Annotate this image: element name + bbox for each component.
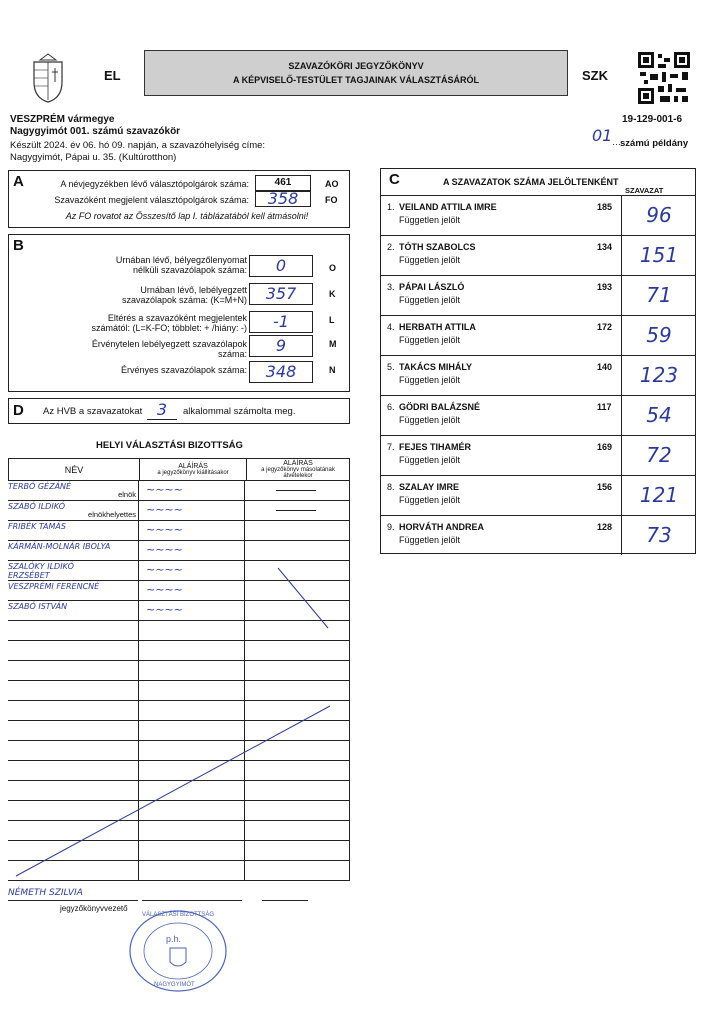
candidate-code: 172 [597,322,613,332]
member-role: elnök [118,490,136,499]
candidate-org: Független jelölt [399,335,461,345]
member-signature: ~~~~ [146,583,183,596]
candidate-code: 156 [597,482,613,492]
d-count: 3 [147,400,177,420]
section-c [380,168,696,554]
candidate-name: FEJES TIHAMÉR [399,442,472,452]
section-c-letter: C [389,171,400,188]
candidate-votes: 96 [621,196,696,235]
candidate-code: 128 [597,522,613,532]
col-sign1 [140,459,247,481]
candidate-org: Független jelölt [399,415,461,425]
doc-id: 19-129-001-6 [622,114,683,125]
b-row4-value: 9 [249,335,313,357]
candidate-name: TAKÁCS MIHÁLY [399,362,473,372]
b-row3-label: Eltérés a szavazóként megjelentek számától: (L=K-FO; többlet: + /hiány: -) [91,313,247,333]
committee-row [8,601,350,621]
member-name: SZABÓ ILDIKÓ [8,502,66,511]
committee-row [8,761,350,781]
committee-row [8,541,350,561]
candidate-code: 169 [597,442,613,452]
candidate-votes: 54 [621,396,696,435]
voters-appeared-label: Szavazóként megjelent választópolgárok száma: [54,195,249,205]
candidate-votes: 121 [621,476,696,515]
member-name: SZABÓ ISTVÁN [8,602,68,611]
candidate-votes: 72 [621,436,696,475]
committee-row [8,521,350,541]
b-row2-label: Urnában lévő, lebélyegzett szavazólapok száma: (K=M+N) [121,285,247,305]
committee-row [8,641,350,661]
candidate-code: 185 [597,202,613,212]
candidate-org: Független jelölt [399,375,461,385]
stamp-text-bottom: NAGYGYIMÓT [154,982,195,988]
d-text-after: alkalommal számolta meg. [183,406,296,417]
candidate-code: 193 [597,282,613,292]
qr-code [638,52,690,104]
candidate-row [381,235,695,275]
votes-header: SZAVAZAT [625,186,664,195]
b-row4-label: Érvénytelen lebélyegzett szavazólapok száma: [91,339,247,359]
b-row5-label: Érvényes szavazólapok száma: [120,365,247,375]
title-line-2: A KÉPVISELŐ-TESTÜLET TAGJAINAK VÁLASZTÁSÁRÓL [232,75,479,85]
member-signature: ~~~~ [146,483,183,496]
code-ao: AO [325,179,339,189]
candidate-name: GÖDRI BALÁZSNÉ [399,402,480,412]
section-d-letter: D [13,402,24,419]
clerk-name: NÉMETH SZILVIA [8,888,83,898]
candidate-votes: 73 [621,516,696,555]
voters-registered-value: 461 [255,175,311,191]
left-code: EL [104,68,121,83]
candidate-number: 1. [387,202,395,212]
stamp-text-top: VÁLASZTÁSI BIZOTTSÁG [142,912,215,918]
candidate-org: Független jelölt [399,295,461,305]
county: VESZPRÉM vármegye [10,114,115,125]
committee-row [8,621,350,641]
col-name: NÉV [9,459,140,481]
voters-appeared-value: 358 [255,191,311,207]
candidate-name: TÓTH SZABOLCS [399,242,476,252]
col-sign2-title: ALÁÍRÁS [283,460,313,467]
candidate-row [381,195,695,235]
section-c-title: A SZAVAZATOK SZÁMA JELÖLTENKÉNT [443,177,619,187]
candidate-number: 8. [387,482,395,492]
candidate-code: 134 [597,242,613,252]
committee-row [8,861,350,881]
coat-of-arms-icon [26,52,70,104]
b-row1-label: Urnában lévő, bélyegzőlenyomat nélküli szavazólapok száma: [115,255,247,275]
candidate-row [381,395,695,435]
committee-row [8,721,350,741]
code-o: O [329,263,337,273]
committee-row [8,561,350,581]
voters-registered-label: A névjegyzékben lévő választópolgárok száma: [60,179,249,189]
candidate-name: HORVÁTH ANDREA [399,522,485,532]
code-l: L [329,315,335,325]
district: Nagygyimót 001. számú szavazókör [10,126,181,137]
committee-table [8,458,350,881]
candidate-org: Független jelölt [399,495,461,505]
committee-row [8,481,350,501]
member-signature: ~~~~ [146,563,183,576]
candidate-row [381,475,695,515]
candidate-org: Független jelölt [399,535,461,545]
candidate-name: PÁPAI LÁSZLÓ [399,282,465,292]
title-line-1: SZAVAZÓKÖRI JEGYZŐKÖNYV [288,61,424,71]
member-name: FRIBÉK TAMÁS [8,522,66,531]
right-code: SZK [582,68,608,83]
b-row2-value: 357 [249,283,313,305]
candidate-number: 7. [387,442,395,452]
committee-row [8,681,350,701]
section-a [8,170,350,228]
b-row5-value: 348 [249,361,313,383]
candidate-name: SZALAY IMRE [399,482,460,492]
copy-label: számú példány [620,138,689,149]
section-a-letter: A [13,173,24,190]
code-fo: FO [325,195,338,205]
copy-number: 01 [592,126,613,145]
member-name: SZALÓKY ILDIKÓ ERZSÉBET [8,562,74,580]
section-b [8,234,350,392]
section-d [8,398,350,424]
member-name: VESZPRÉMI FERENCNÉ [8,582,100,591]
member-name: TERBÓ GÉZÁNÉ [8,482,72,491]
candidate-row [381,315,695,355]
member-signature: ~~~~ [146,503,183,516]
col-sign2-sub: a jegyzőkönyv másolatának átvételekor [261,467,335,479]
candidate-org: Független jelölt [399,215,461,225]
col-sign2 [247,459,350,481]
member-name: KÁRMÁN-MOLNÁR IBOLYA [8,542,111,551]
candidate-votes: 71 [621,276,696,315]
code-n: N [329,365,336,375]
candidate-number: 9. [387,522,395,532]
candidate-code: 117 [597,402,612,412]
candidate-name: HERBATH ATTILA [399,322,476,332]
section-a-note: Az FO rovatot az Összesítő lap I. táblázatából kell átmásolni! [65,211,309,221]
candidate-votes: 59 [621,316,696,355]
title-box [144,50,568,96]
b-row1-value: 0 [249,255,313,277]
member-signature: ~~~~ [146,523,183,536]
committee-row [8,801,350,821]
committee-row [8,841,350,861]
committee-row [8,501,350,521]
candidate-votes: 151 [621,236,696,275]
stamp-center: p.h. [166,934,182,944]
committee-title: HELYI VÁLASZTÁSI BIZOTTSÁG [96,440,243,451]
candidate-row [381,515,695,555]
code-k: K [329,289,336,299]
committee-row [8,661,350,681]
clerk-role: jegyzőkönyvvezető [60,904,128,913]
address: Nagygyimót, Pápai u. 35. (Kultúrotthon) [10,152,177,163]
candidate-number: 5. [387,362,395,372]
b-row3-value: -1 [249,311,313,333]
committee-row [8,741,350,761]
d-text-before: Az HVB a szavazatokat [43,406,143,417]
candidate-name: VEILAND ATTILA IMRE [399,202,497,212]
date-line: Készült 2024. év 06. hó 09. napján, a szavazóhelyiség címe: [10,140,266,151]
committee-row [8,821,350,841]
committee-row [8,781,350,801]
candidate-row [381,435,695,475]
member-role: elnökhelyettes [88,510,136,519]
candidate-code: 140 [597,362,613,372]
code-m: M [329,339,337,349]
candidate-number: 2. [387,242,395,252]
candidate-row [381,355,695,395]
member-signature: ~~~~ [146,543,183,556]
committee-row [8,581,350,601]
official-stamp [126,906,230,996]
candidate-votes: 123 [621,356,696,395]
candidate-org: Független jelölt [399,255,461,265]
candidate-number: 3. [387,282,395,292]
candidate-row [381,275,695,315]
candidate-org: Független jelölt [399,455,461,465]
candidate-number: 6. [387,402,395,412]
col-sign1-title: ALÁÍRÁS [178,463,208,470]
col-sign1-sub: a jegyzőkönyv kiállításakor [157,470,229,476]
section-b-letter: B [13,237,24,254]
candidate-number: 4. [387,322,395,332]
committee-row [8,701,350,721]
member-signature: ~~~~ [146,603,183,616]
